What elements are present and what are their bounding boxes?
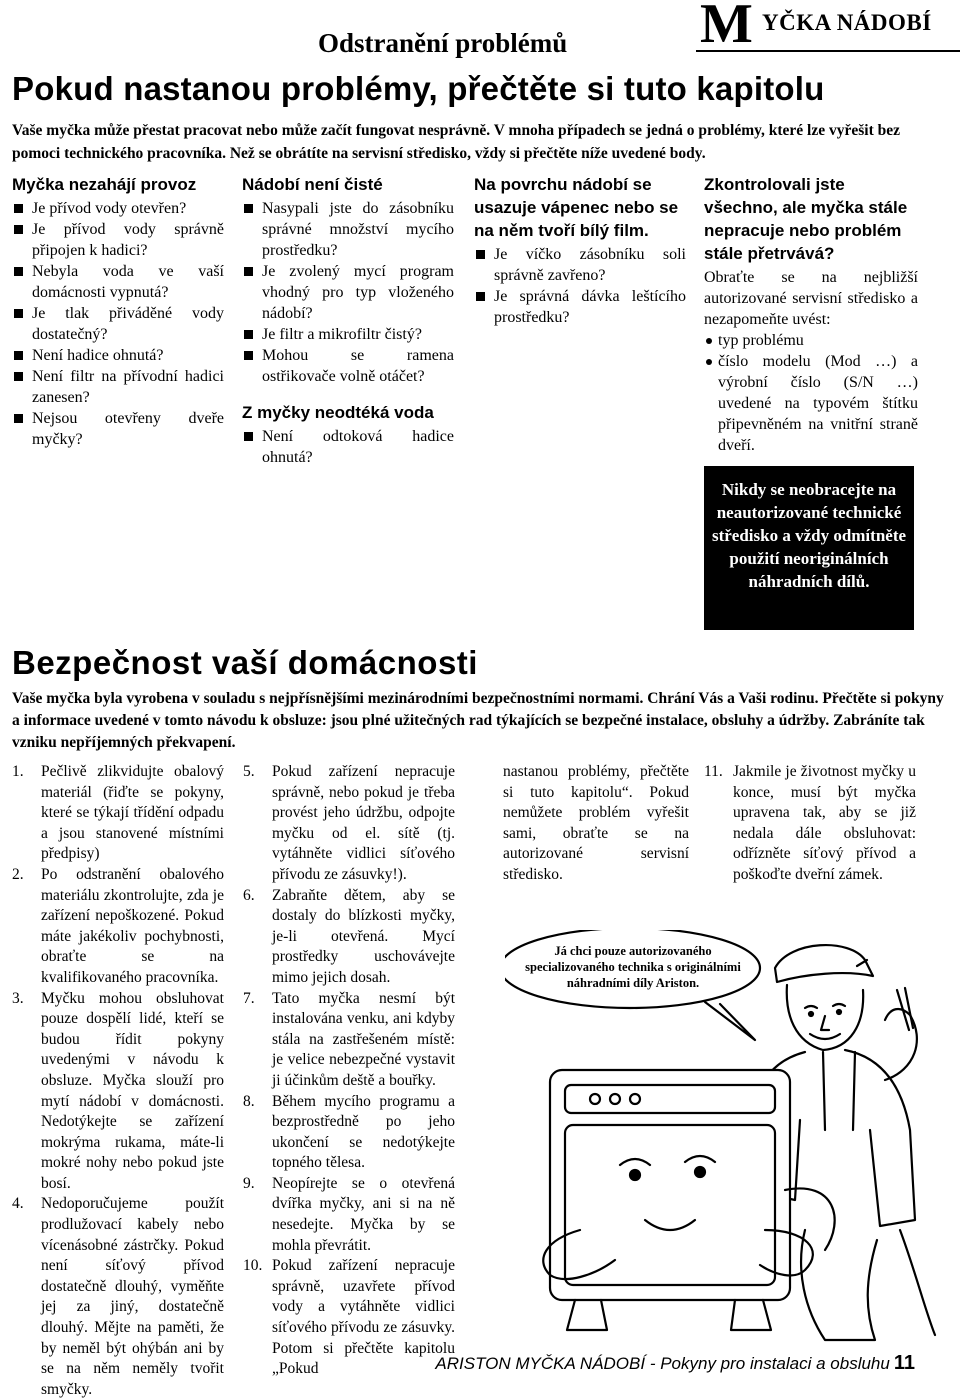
column-heading: Na povrchu nádobí se usazuje vápenec nebo se na něm tvoří bílý film. xyxy=(474,175,679,240)
safety-column-1 xyxy=(12,762,224,1400)
safety-column-4 xyxy=(704,762,916,886)
safety-column-3: nastanou problémy, přečtěte si tuto kapitolu“. Pokud nemůžete problém vyřešit sami, obraťte se na autorizované servisní středisko. xyxy=(503,763,689,883)
item-text: Jakmile je životnost myčky u konce, musí být myčka upravena tak, aby se již nedala dále obsluhovat: odřízněte síťový přívod a poškoďte dveřní zámek. xyxy=(733,763,916,883)
checklist xyxy=(12,198,224,450)
item-number: 10. xyxy=(243,1257,263,1275)
item-text: Po odstranění obalového materiálu zkontrolujte, zda je zařízení nepoškozené. Pokud máte jakékoliv pochybnosti, obraťte se na kvalifikovaného pracovníka. xyxy=(41,865,224,986)
column-heading: Myčka nezahájí provoz xyxy=(12,175,197,194)
safety-item xyxy=(704,762,916,886)
section-title: Odstranění problémů xyxy=(318,28,568,58)
checklist-item: Je přívod vody správně připojen k hadici? xyxy=(12,219,224,261)
column-heading: Nádobí není čisté xyxy=(242,175,383,194)
safety-item xyxy=(12,865,224,989)
troubleshoot-column-limescale xyxy=(474,173,686,328)
safety-item xyxy=(243,1092,455,1174)
service-list-item: typ problému xyxy=(704,330,918,351)
checklist-item: Je zvolený mycí program vhodný pro typ vloženého nádobí? xyxy=(242,261,454,324)
item-text: Nedoporučujeme použít prodlužovací kabely nebo vícenásobné zástrčky. Pokud není síťový přívod dostatečně dlouhý, vyměňte jej za jiný, dostatečně dlouhý. Mějte na paměti, že by neměl být ohýbán ani by se na něm neměly tvořit smyčky. xyxy=(41,1195,224,1398)
brand-name: YČKA NÁDOBÍ xyxy=(762,10,932,35)
troubleshoot-column-service xyxy=(704,173,918,456)
item-text: Myčku mohou obsluhovat pouze dospělí lidé, kteří se budou řídit pokyny uvedenými v návodu k obsluze. Myčka slouží pro mytí nádobí v domácnosti. Nedotýkejte se zařízení mokrýma rukama, máte-li mokré nohy nebo pokud jste bosí. xyxy=(41,989,224,1192)
brand-logo xyxy=(696,0,960,55)
item-text: Zabraňte dětem, aby se dostaly do blízkosti myčky, je-li otevřená. Mycí prostředky uschovávejte mimo jejich dosah. xyxy=(272,886,455,986)
checklist xyxy=(474,244,686,328)
item-text: Pokud zařízení nepracuje správně, uzavřete přívod vody a vytáhněte vidlici síťového přívodu ze zásuvky. Potom si přečtěte kapitolu „Pokud xyxy=(272,1257,455,1378)
item-number: 11. xyxy=(704,763,723,780)
service-text: Obraťte se na nejbližší autorizované servisní středisko a nezapomeňte uvést: xyxy=(704,269,918,328)
item-number: 8. xyxy=(243,1092,255,1110)
safety-item xyxy=(243,989,455,1092)
technician-with-dishwasher-illustration xyxy=(505,930,955,1350)
safety-item xyxy=(12,1194,224,1400)
checklist-item: Nebyla voda ve vaší domácnosti vypnutá? xyxy=(12,261,224,303)
checklist-item: Je tlak přiváděné vody dostatečný? xyxy=(12,303,224,345)
warning-box: Nikdy se neobracejte na neautorizované technické středisko a vždy odmítněte použití neoriginálních náhradních dílů. xyxy=(704,466,914,630)
item-number: 7. xyxy=(243,989,255,1007)
checklist-item: Je víčko zásobníku soli správně zavřeno? xyxy=(474,244,686,286)
item-number: 1. xyxy=(12,763,24,780)
safety-item xyxy=(243,762,455,886)
intro-paragraph: Vaše myčka může přestat pracovat nebo může začít fungovat nesprávně. V mnoha případech se jedná o problémy, které lze vyřešit bez pomoci technického pracovníka. Než se obrátíte na servisní středisko, vždy si přečtěte níže uvedené body. xyxy=(12,122,901,162)
brand-initial: M xyxy=(700,0,753,55)
item-text: Tato myčka nesmí být instalována venku, ani kdyby stála na zastřešeném místě: je velice nebezpečné vystavit ji účinkům deště a bouřky. xyxy=(272,989,455,1089)
troubleshoot-column-not-clean xyxy=(242,173,454,468)
safety-column-2 xyxy=(243,762,455,1380)
page-title: Pokud nastanou problémy, přečtěte si tuto kapitolu xyxy=(12,70,825,107)
item-number: 2. xyxy=(12,865,24,883)
checklist-item: Je přívod vody otevřen? xyxy=(12,198,224,219)
page-number: 11 xyxy=(893,1352,915,1374)
item-text: Pokud zařízení nepracuje správně, nebo pokud je třeba provést jeho údržbu, odpojte myčku od el. sítě (tj. vytáhněte vidlici síťového přívodu ze zásuvky!). xyxy=(272,763,455,883)
checklist-item: Mohou se ramena ostřikovače volně otáčet? xyxy=(242,345,454,387)
safety-item xyxy=(12,762,224,865)
checklist-item: Není odtoková hadice ohnutá? xyxy=(242,426,454,468)
item-number: 4. xyxy=(12,1195,24,1213)
speech-bubble-text: Já chci pouze autorizovaného specializovaného technika s originálními náhradními díly Ariston. xyxy=(525,944,741,990)
checklist-item: Nasypali jste do zásobníku správné množství mycího prostředku? xyxy=(242,198,454,261)
footer-text: ARISTON MYČKA NÁDOBÍ - Pokyny pro instalaci a obsluhu xyxy=(435,1354,890,1373)
troubleshoot-column-no-start xyxy=(12,173,224,450)
item-number: 3. xyxy=(12,989,24,1007)
checklist-item: Je správná dávka leštícího prostředku? xyxy=(474,286,686,328)
safety-item xyxy=(243,1256,455,1380)
checklist xyxy=(242,426,454,468)
column-heading: Zkontrolovali jste všechno, ale myčka stále nepracuje nebo problém stále přetrvává? xyxy=(704,175,908,263)
item-number: 6. xyxy=(243,886,255,904)
column-subheading: Z myčky neodtéká voda xyxy=(242,403,434,422)
item-text: Neopírejte se o otevřená dvířka myčky, ani si na ně nesedejte. Myčka by se mohla převrátit. xyxy=(272,1174,455,1254)
safety-title: Bezpečnost vaší domácnosti xyxy=(12,644,478,681)
item-text: Během mycího programu a bezprostředně po jeho ukončení se nedotýkejte topného tělesa. xyxy=(272,1092,455,1172)
item-number: 9. xyxy=(243,1174,255,1192)
item-number: 5. xyxy=(243,763,255,780)
safety-intro: Vaše myčka byla vyrobena v souladu s nejpřísnějšími mezinárodními bezpečnostními normami. Chrání Vás a Vaši rodinu. Přečtěte si pokyny a informace uvedené v tomto návodu k obsluze: jsou plné užitečných rad týkajících se bezpečné instalace, obsluhy a údržby. Zabráníte tak vzniku nepříjemných překvapení. xyxy=(12,690,944,751)
checklist xyxy=(242,198,454,387)
checklist-item: Nejsou otevřeny dveře myčky? xyxy=(12,408,224,450)
item-text: Pečlivě zlikvidujte obalový materiál (řiďte se pokyny, které se týkají třídění odpadu a jsou stanovené místními předpisy) xyxy=(41,763,224,863)
checklist-item: Je filtr a mikrofiltr čistý? xyxy=(242,324,454,345)
safety-item xyxy=(243,1174,455,1256)
service-list xyxy=(704,330,918,456)
page-footer xyxy=(425,1352,915,1375)
service-list-item: číslo modelu (Mod …) a výrobní číslo (S/N …) uvedené na typovém štítku připevněném na vnitřní straně dveří. xyxy=(704,351,918,456)
checklist-item: Není filtr na přívodní hadici zanesen? xyxy=(12,366,224,408)
checklist-item: Není hadice ohnutá? xyxy=(12,345,224,366)
safety-item xyxy=(12,989,224,1195)
safety-item xyxy=(243,886,455,989)
